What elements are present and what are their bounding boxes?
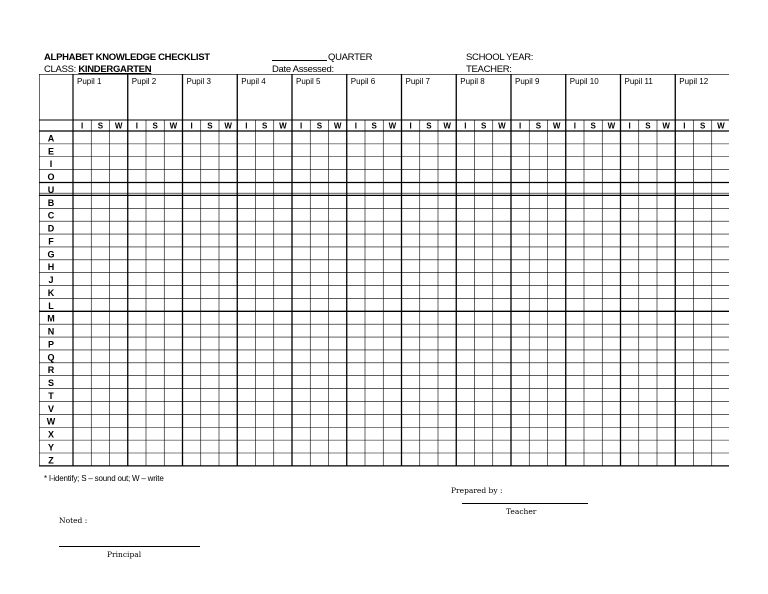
letter-row-label: V	[47, 403, 55, 414]
letter-row-label: M	[47, 313, 55, 324]
letter-row-label: L	[48, 300, 54, 311]
prepared-by-label: Prepared by :	[451, 486, 503, 495]
subcolumn-header: S	[152, 121, 158, 131]
checklist-table	[39, 74, 729, 474]
subcolumn-header: W	[717, 121, 725, 131]
pupil-header: Pupil 1	[77, 77, 102, 86]
letter-row-label: O	[47, 172, 55, 183]
pupil-header: Pupil 6	[350, 77, 376, 86]
document-title: ALPHABET KNOWLEDGE CHECKLIST	[44, 52, 210, 63]
subcolumn-header: S	[535, 121, 542, 131]
subcolumn-header: W	[388, 121, 397, 131]
subcolumn-header: W	[662, 121, 670, 131]
pupil-header: Pupil 9	[515, 77, 540, 86]
letter-row-label: N	[47, 326, 55, 337]
date-assessed-label: Date Assessed:	[272, 64, 334, 75]
subcolumn-header: S	[207, 121, 213, 131]
subcolumn-header: W	[279, 121, 287, 131]
subcolumn-header: S	[590, 121, 596, 131]
letter-row-label: F	[48, 236, 54, 247]
subcolumn-header: W	[607, 121, 616, 131]
subcolumn-header: S	[645, 121, 651, 131]
pupil-header: Pupil 8	[460, 77, 485, 86]
letter-row-label: I	[49, 159, 53, 170]
subcolumn-header: W	[552, 121, 561, 131]
letter-row-label: S	[47, 378, 55, 389]
subcolumn-header: W	[443, 121, 451, 131]
letter-row-label: Q	[47, 352, 55, 363]
quarter-label: QUARTER	[328, 52, 373, 63]
subcolumn-header: I	[135, 121, 138, 131]
school-year-label: SCHOOL YEAR:	[466, 52, 534, 63]
pupil-header: Pupil 7	[405, 77, 430, 86]
teacher-signature-line	[462, 503, 588, 504]
letter-row-label: J	[48, 275, 54, 286]
subcolumn-header: W	[169, 121, 178, 131]
subcolumn-header: I	[628, 121, 631, 131]
subcolumn-header: W	[224, 121, 232, 131]
pupil-header: Pupil 11	[624, 77, 653, 86]
letter-row-label: T	[48, 390, 54, 401]
subcolumn-header: S	[699, 121, 706, 131]
letter-row-label: W	[46, 416, 56, 427]
subcolumn-header: S	[426, 121, 432, 131]
noted-label: Noted :	[59, 516, 88, 525]
subcolumn-header: I	[573, 121, 576, 131]
subcolumn-header: I	[354, 121, 357, 131]
class-label: CLASS:	[44, 64, 76, 75]
letter-row-label: K	[47, 287, 55, 298]
subcolumn-header: W	[333, 121, 342, 131]
letter-row-label: H	[47, 262, 55, 273]
pupil-header: Pupil 5	[296, 77, 321, 86]
subcolumn-header: I	[683, 121, 686, 131]
pupil-header: Pupil 3	[186, 77, 211, 86]
subcolumn-header: I	[519, 121, 522, 131]
letter-row-label: X	[47, 429, 55, 440]
teacher-signature-label: Teacher	[506, 507, 537, 516]
quarter-blank-line	[272, 60, 327, 61]
letter-row-label: P	[47, 339, 55, 350]
letter-row-label: A	[47, 133, 55, 144]
subcolumn-header: I	[190, 121, 193, 131]
subcolumn-header: S	[97, 121, 104, 131]
subcolumn-header: I	[81, 121, 84, 131]
letter-row-label: E	[47, 146, 55, 157]
letter-row-label: B	[47, 197, 55, 208]
class-value: KINDERGARTEN	[78, 64, 152, 75]
subcolumn-header: S	[316, 121, 323, 131]
subcolumn-header: I	[409, 121, 412, 131]
subcolumn-header: I	[300, 121, 303, 131]
subcolumn-header: I	[464, 121, 467, 131]
subcolumn-header: W	[114, 121, 123, 131]
pupil-header: Pupil 2	[131, 77, 157, 86]
subcolumn-header: S	[261, 121, 268, 131]
letter-row-label: Z	[48, 455, 54, 466]
letter-row-label: R	[47, 365, 55, 376]
subcolumn-header: S	[371, 121, 377, 131]
letter-row-label: G	[47, 249, 55, 260]
pupil-header: Pupil 4	[241, 77, 266, 86]
letter-row-label: D	[47, 223, 55, 234]
letter-row-label: Y	[47, 442, 55, 453]
teacher-label: TEACHER:	[466, 64, 512, 75]
principal-signature-line	[59, 546, 200, 547]
principal-signature-label: Principal	[107, 550, 142, 559]
subcolumn-header: W	[498, 121, 506, 131]
letter-row-label: U	[47, 184, 55, 195]
legend-note: * I-identify; S – sound out; W – write	[44, 474, 164, 483]
subcolumn-header: S	[480, 121, 487, 131]
letter-row-label: C	[47, 210, 55, 221]
subcolumn-header: I	[245, 121, 248, 131]
pupil-header: Pupil 12	[679, 77, 709, 86]
pupil-header: Pupil 10	[569, 77, 599, 86]
